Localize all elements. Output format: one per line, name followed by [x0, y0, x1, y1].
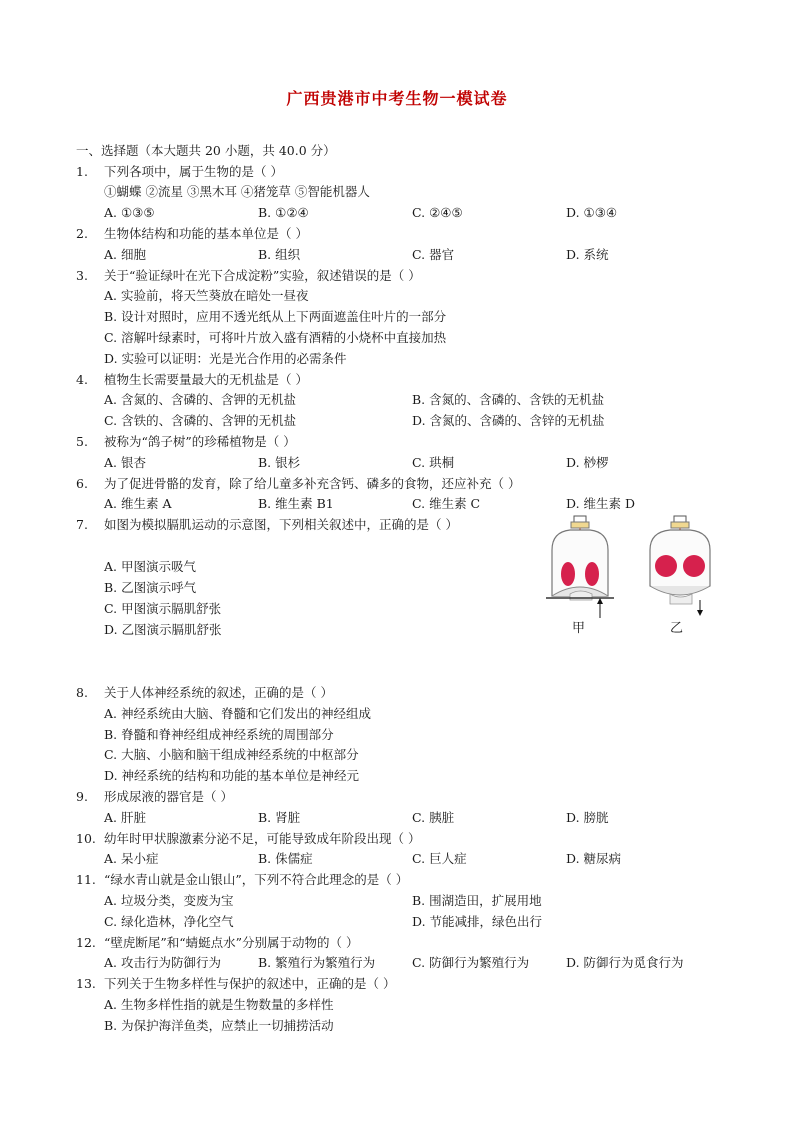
- option-b[interactable]: B. 肾脏: [258, 810, 301, 825]
- option-d[interactable]: D. 乙图演示膈肌舒张: [104, 622, 222, 637]
- option-b[interactable]: B. 为保护海洋鱼类，应禁止一切捕捞活动: [104, 1018, 334, 1033]
- section-heading: 一、选择题（本大题共 20 小题，共 40.0 分）: [76, 143, 336, 158]
- option-d[interactable]: D. 维生素 D: [566, 496, 636, 511]
- option-d[interactable]: D. 桫椤: [566, 455, 609, 470]
- option-b[interactable]: B. 脊髓和脊神经组成神经系统的周围部分: [104, 727, 334, 742]
- option-c[interactable]: C. 胰脏: [412, 810, 455, 825]
- lung-right: [585, 562, 599, 586]
- option-a[interactable]: A. 含氮的、含磷的、含钾的无机盐: [104, 392, 296, 407]
- option-d[interactable]: D. ①③④: [566, 205, 618, 220]
- question-number: 5.: [76, 434, 88, 449]
- option-b[interactable]: B. 繁殖行为繁殖行为: [258, 955, 376, 970]
- option-a[interactable]: A. ①③⑤: [104, 205, 155, 220]
- option-a[interactable]: A. 攻击行为防御行为: [104, 955, 221, 970]
- question-number: 9.: [76, 789, 88, 804]
- question-number: 3.: [76, 268, 88, 283]
- option-a[interactable]: A. 生物多样性指的就是生物数量的多样性: [104, 997, 334, 1012]
- option-b[interactable]: B. 设计对照时，应用不透光纸从上下两面遮盖住叶片的一部分: [104, 309, 447, 324]
- option-c[interactable]: C. 绿化造林，净化空气: [104, 914, 234, 929]
- option-d[interactable]: D. 实验可以证明：光是光合作用的必需条件: [104, 351, 347, 366]
- option-d[interactable]: D. 系统: [566, 247, 609, 262]
- question-number: 12.: [76, 935, 96, 950]
- option-c[interactable]: C. 甲图演示膈肌舒张: [104, 601, 222, 616]
- option-d[interactable]: D. 含氮的、含磷的、含锌的无机盐: [412, 413, 605, 428]
- option-b[interactable]: B. 银杉: [258, 455, 301, 470]
- option-a[interactable]: A. 甲图演示吸气: [104, 559, 196, 574]
- option-d[interactable]: D. 膀胱: [566, 810, 609, 825]
- option-b[interactable]: B. 侏儒症: [258, 851, 313, 866]
- question-stem: 关于“验证绿叶在光下合成淀粉”实验，叙述错误的是（ ）: [104, 268, 421, 283]
- option-c[interactable]: C. 珙桐: [412, 455, 455, 470]
- figure-label-jia: 甲: [572, 621, 586, 636]
- question-stem: 被称为“鸽子树”的珍稀植物是（ ）: [104, 434, 296, 449]
- question-stem: 形成尿液的器官是（ ）: [104, 789, 233, 804]
- question-stem: “壁虎断尾”和“蜻蜓点水”分别属于动物的（ ）: [104, 935, 359, 950]
- question-stem: 下列各项中，属于生物的是（ ）: [104, 164, 283, 179]
- lung-left: [561, 562, 575, 586]
- option-b[interactable]: B. 含氮的、含磷的、含铁的无机盐: [412, 392, 605, 407]
- question-stem: 为了促进骨骼的发育，除了给儿童多补充含钙、磷多的食物，还应补充（ ）: [104, 476, 521, 491]
- option-d[interactable]: D. 节能减排，绿色出行: [412, 914, 543, 929]
- option-a[interactable]: A. 肝脏: [104, 810, 146, 825]
- option-d[interactable]: D. 防御行为觅食行为: [566, 955, 684, 970]
- option-b[interactable]: B. ①②④: [258, 205, 309, 220]
- question-number: 4.: [76, 372, 88, 387]
- question-number: 8.: [76, 685, 88, 700]
- bell-jar-jia: [546, 516, 614, 618]
- question-number: 7.: [76, 517, 88, 532]
- diaphragm-model-figure: [540, 514, 730, 644]
- option-c[interactable]: C. 器官: [412, 247, 455, 262]
- option-a[interactable]: A. 细胞: [104, 247, 146, 262]
- page-title: 广西贵港市中考生物一模试卷: [286, 89, 508, 108]
- question-number: 13.: [76, 976, 96, 991]
- question-stem: 幼年时甲状腺激素分泌不足，可能导致成年阶段出现（ ）: [104, 831, 421, 846]
- option-a[interactable]: A. 垃圾分类，变废为宝: [104, 893, 234, 908]
- option-d[interactable]: D. 神经系统的结构和功能的基本单位是神经元: [104, 768, 360, 783]
- option-a[interactable]: A. 维生素 A: [104, 496, 172, 511]
- option-b[interactable]: B. 维生素 B1: [258, 496, 334, 511]
- question-items: ①蝴蝶 ②流星 ③黑木耳 ④猪笼草 ⑤智能机器人: [104, 184, 370, 199]
- question-number: 6.: [76, 476, 88, 491]
- option-c[interactable]: C. 维生素 C: [412, 496, 481, 511]
- option-b[interactable]: B. 组织: [258, 247, 301, 262]
- option-b[interactable]: B. 围湖造田，扩展用地: [412, 893, 542, 908]
- question-number: 1.: [76, 164, 88, 179]
- figure-label-yi: 乙: [670, 621, 684, 636]
- option-c[interactable]: C. 溶解叶绿素时，可将叶片放入盛有酒精的小烧杯中直接加热: [104, 330, 447, 345]
- lung-right: [683, 555, 705, 577]
- option-c[interactable]: C. ②④⑤: [412, 205, 463, 220]
- lung-left: [655, 555, 677, 577]
- option-c[interactable]: C. 大脑、小脑和脑干组成神经系统的中枢部分: [104, 747, 359, 762]
- question-stem: 生物体结构和功能的基本单位是（ ）: [104, 226, 308, 241]
- option-c[interactable]: C. 含铁的、含磷的、含钾的无机盐: [104, 413, 297, 428]
- question-number: 11.: [76, 872, 96, 887]
- option-a[interactable]: A. 呆小症: [104, 851, 159, 866]
- question-stem: 关于人体神经系统的叙述，正确的是（ ）: [104, 685, 333, 700]
- bell-jar-yi: [650, 516, 710, 616]
- option-a[interactable]: A. 神经系统由大脑、脊髓和它们发出的神经组成: [104, 706, 371, 721]
- option-a[interactable]: A. 实验前，将天竺葵放在暗处一昼夜: [104, 288, 309, 303]
- question-stem: 如图为模拟膈肌运动的示意图，下列相关叙述中，正确的是（ ）: [104, 517, 458, 532]
- question-number: 10.: [76, 831, 96, 846]
- option-d[interactable]: D. 糖尿病: [566, 851, 622, 866]
- question-number: 2.: [76, 226, 88, 241]
- option-c[interactable]: C. 巨人症: [412, 851, 467, 866]
- question-stem: 下列关于生物多样性与保护的叙述中，正确的是（ ）: [104, 976, 396, 991]
- question-stem: 植物生长需要量最大的无机盐是（ ）: [104, 372, 308, 387]
- option-b[interactable]: B. 乙图演示呼气: [104, 580, 197, 595]
- option-a[interactable]: A. 银杏: [104, 455, 146, 470]
- option-c[interactable]: C. 防御行为繁殖行为: [412, 955, 530, 970]
- question-stem: “绿水青山就是金山银山”，下列不符合此理念的是（ ）: [104, 872, 409, 887]
